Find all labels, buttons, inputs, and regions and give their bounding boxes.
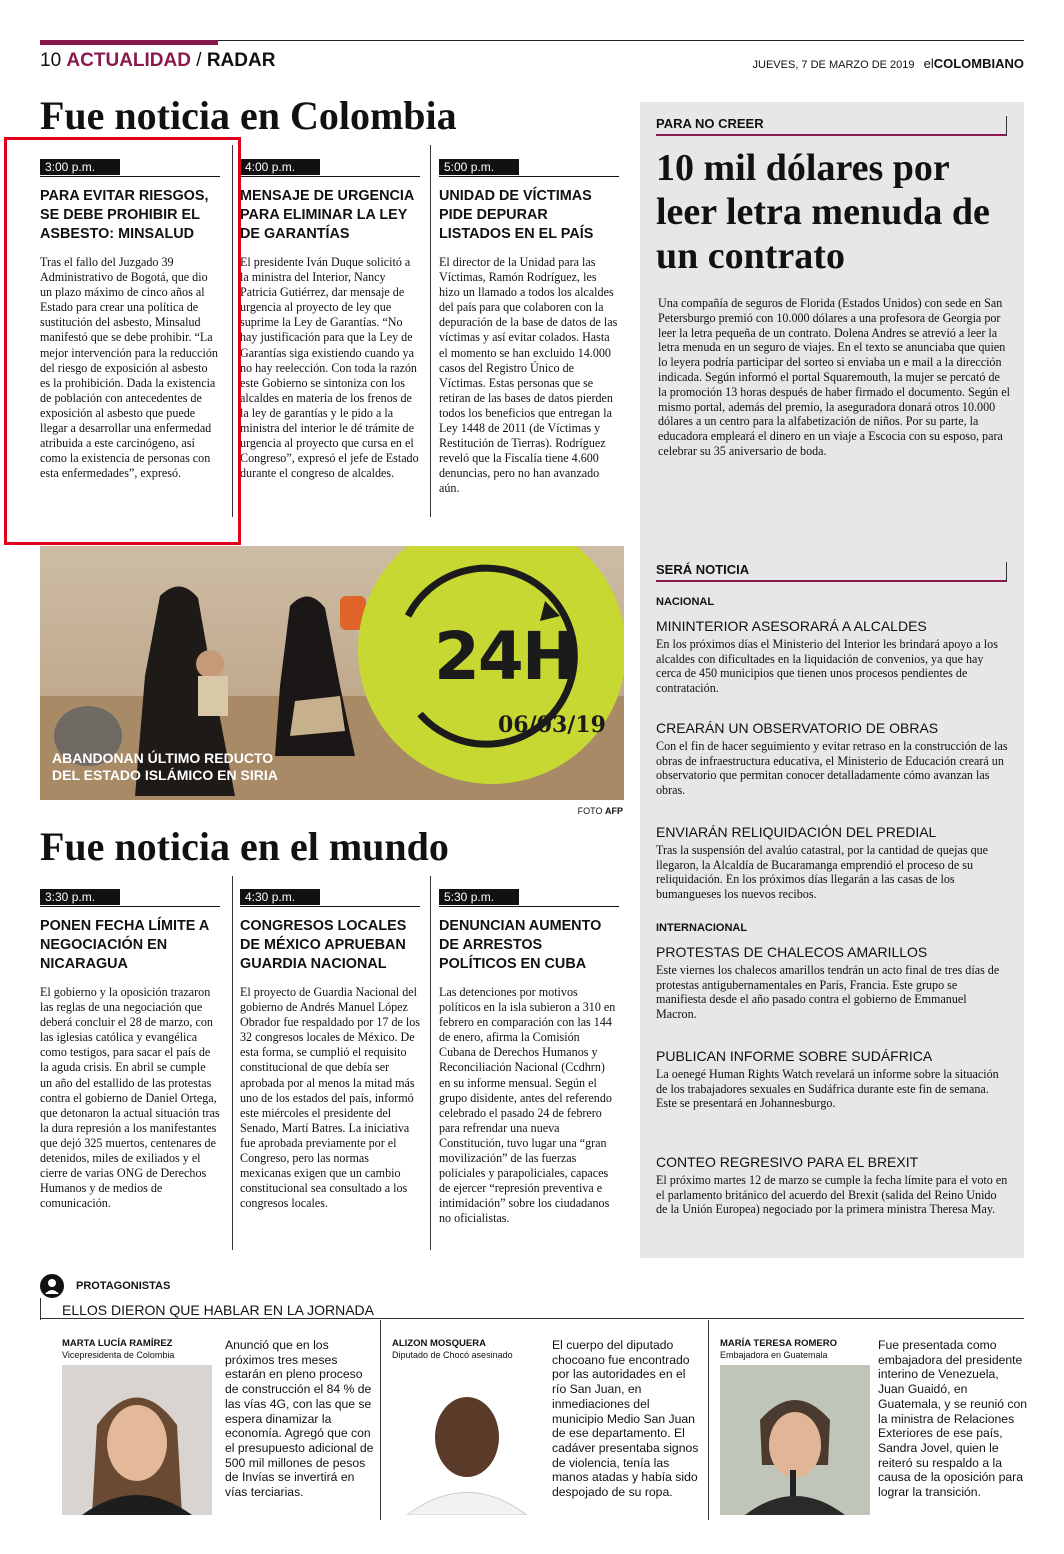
mundo-story-1 <box>40 888 220 1211</box>
caption-line-1: ABANDONAN ÚLTIMO REDUCTO <box>52 750 274 766</box>
nacional-item-2 <box>656 720 1008 797</box>
mundo-story-3 <box>439 888 619 1227</box>
badge-24h: 24H <box>434 618 576 695</box>
story-time: 3:30 p.m. <box>40 889 120 905</box>
brand-name: COLOMBIANO <box>933 56 1024 71</box>
column-divider <box>430 876 431 1250</box>
newspaper-brand <box>924 56 1024 71</box>
person-role: Diputado de Chocó asesinado <box>392 1350 513 1360</box>
section-header <box>40 50 275 72</box>
para-no-creer-body: Una compañía de seguros de Florida (Estados Unidos) con sede en San Petersburgo premió con 10.000 dólares a una profesora de Georgia por leer la letra pequeña de un contrato. Dolena Andres se atrevió a leer la letra menuda en un seguro de viajes. En el texto se anunciaba que quien lo leyera podría participar del sorteo si enviaba un e mail a la dirección indicada. Según informó el portal Squaremouth, la mujer se percató de la promoción 13 horas después de haber firmado el documento. Según el mismo portal, además del premio, la aseguradora donará otros 10.000 dólares a un centro para la alfabetización de niños. Por su parte, la educadora empleará el dinero en un viaje a Escocia con su esposo, para celebrar su 35 aniversario de boda. <box>658 296 1010 458</box>
story-body: El director de la Unidad para las Víctimas, Ramón Rodríguez, les hizo un llamado a todos los alcaldes del país para que colaboren con la depuración de la base de datos de las víctimas y así evitar colados. Hasta el momento se han excluido 14.000 casos del Registro Único de Víctimas. Estas personas que se retiran de las bases de datos pierden todos los beneficios que entregan la Ley 1448 de 2011 (de Víctimas y Restitución de Tierras). Rodríguez reveló que la Fiscalía tiene 4.600 denuncias, pero no han avanzado aún. <box>439 255 618 496</box>
item-title: CONTEO REGRESIVO PARA EL BREXIT <box>656 1154 919 1170</box>
news-photo <box>40 546 624 800</box>
nacional-item-3 <box>656 824 1008 901</box>
kicker-tick <box>1006 562 1007 582</box>
story-body: El gobierno y la oposición trazaron las reglas de una negociación que deberá concluir el 28 de marzo, con las iglesias católica y evangélica como testigos, para sacar el país de la aguda crisis. En abril se cumple un año del estallido de las protestas contra el gobierno de Daniel Ortega, que detonaron la actual situación tras la dura represión a los manifestantes que dejó 325 muertos, centenares de detenidos, miles de exiliados y el cierre de varias ONG de Derechos Humanos y de medios de comunicación. <box>40 985 220 1211</box>
internacional-item-3 <box>656 1154 1008 1217</box>
nacional-item-1 <box>656 618 1008 695</box>
story-body: El presidente Iván Duque solicitó a la ministra del Interior, Nancy Patricia Gutiérrez, dar mensaje de urgencia al proyecto de ley que suprime la Ley de Garantías. “No hay justificación para que la Ley de Garantías siga existiendo cuando ya no hay reelección. Con toda la razón este Gobierno se sintoniza con los alcaldes en materia de los frenos de la ley de garantías y le pido a la ministra del interior le dé trámite de urgencia al proyecto que cursa en el Congreso”, expresó el jefe de Estado durante el congreso de alcaldes. <box>240 255 419 481</box>
item-body: Tras la suspensión del avalúo catastral, por la cantidad de quejas que llegaron, la Alcaldía de Bucaramanga emprendió el proceso de su reliquidación. En los próximos días llegarán a las casas de los bumangueses los nuevos recibos. <box>656 843 989 901</box>
person-photo <box>392 1365 542 1515</box>
section-accent-bar <box>40 40 218 45</box>
person-text: Fue presentada como embajadora del presidente interino de Venezuela, Juan Guaidó, en Guatemala, y se reunió con la ministra de Relaciones Exteriores de ese país, Sandra Jovel, quien le reiteró su respaldo a la causa de la oposición para lograr la transición. <box>878 1338 1028 1500</box>
highlight-box <box>4 137 241 545</box>
story-time: 4:30 p.m. <box>240 889 320 905</box>
story-title: PONEN FECHA LÍMITE A NEGOCIACIÓN EN NICARAGUA <box>40 918 209 972</box>
protagonistas-subtitle: ELLOS DIERON QUE HABLAR EN LA JORNADA <box>62 1302 374 1318</box>
protagonistas-rule <box>40 1318 1024 1319</box>
nacional-label: NACIONAL <box>656 596 715 608</box>
page-number: 10 <box>40 50 62 71</box>
issue-date: JUEVES, 7 DE MARZO DE 2019 <box>752 59 915 71</box>
brand-prefix: el <box>923 56 934 71</box>
kicker-underline <box>656 134 1006 136</box>
person-photo <box>62 1365 212 1515</box>
radar-sidebar <box>640 102 1024 1258</box>
internacional-item-2 <box>656 1048 1008 1111</box>
person-text: Anunció que en los próximos tres meses estarán en pleno proceso de construcción el 84 % de las vías 4G, con las que se espera dinamizar la economía. Agregó que con el presupuesto adicional de 500 mil millones de pesos de Invías se invertirá en vías terciarias. <box>225 1338 374 1500</box>
kicker-underline <box>656 580 1006 582</box>
caption-line-2: DEL ESTADO ISLÁMICO EN SIRIA <box>52 767 278 783</box>
item-body: El próximo martes 12 de marzo se cumple la fecha límite para el voto en el parlamento británico del acuerdo del Brexit (salida del Reino Unido de la Unión Europea) negociado por la primera ministra Theresa May. <box>656 1173 1008 1217</box>
story-title: MENSAJE DE URGENCIA PARA ELIMINAR LA LEY DE GARANTÍAS <box>240 188 414 242</box>
para-no-creer-kicker: PARA NO CREER <box>656 116 764 131</box>
item-body: Este viernes los chalecos amarillos tendrán un acto final de tres días de protestas antigubernamentales en París, Francia. Este grupo se manifiesta desde el año pasado contra el gobierno de Emmanuel Macron. <box>656 963 1000 1021</box>
item-title: CREARÁN UN OBSERVATORIO DE OBRAS <box>656 720 939 736</box>
mundo-story-2 <box>240 888 420 1211</box>
column-divider <box>708 1320 709 1520</box>
para-no-creer-title: 10 mil dólares por leer letra menuda de un contrato <box>656 147 990 277</box>
column-divider <box>232 876 233 1250</box>
colombia-story-3 <box>439 158 619 497</box>
story-time: 3:00 p.m. <box>40 159 120 175</box>
column-divider <box>380 1320 381 1520</box>
internacional-label: INTERNACIONAL <box>656 922 748 934</box>
story-time: 4:00 p.m. <box>240 159 320 175</box>
time-bar <box>439 888 619 907</box>
item-body: La oenegé Human Rights Watch revelará un informe sobre la situación de los trabajadores sexuales en Sudáfrica durante este fin de semana. Este se presentará en Johannesburgo. <box>656 1067 999 1111</box>
person-photo <box>720 1365 870 1515</box>
protagonistas-tick <box>40 1298 41 1320</box>
story-title: CONGRESOS LOCALES DE MÉXICO APRUEBAN GUARDIA NACIONAL <box>240 918 407 972</box>
item-title: PROTESTAS DE CHALECOS AMARILLOS <box>656 944 928 960</box>
item-title: PUBLICAN INFORME SOBRE SUDÁFRICA <box>656 1048 933 1064</box>
colombia-story-2 <box>240 158 420 481</box>
time-bar <box>240 158 420 177</box>
credit-agency: AFP <box>605 806 623 816</box>
section-separator: / <box>196 50 202 71</box>
person-name: ALIZON MOSQUERA <box>392 1338 486 1349</box>
section-name: ACTUALIDAD <box>66 50 191 71</box>
column-divider <box>430 145 431 517</box>
photo-caption <box>52 750 278 784</box>
badge-date: 06/03/19 <box>498 712 606 738</box>
time-bar <box>40 888 220 907</box>
story-title: UNIDAD DE VÍCTIMAS PIDE DEPURAR LISTADOS EN EL PAÍS <box>439 188 594 242</box>
credit-prefix: FOTO <box>577 806 603 816</box>
story-body: Las detenciones por motivos políticos en la isla subieron a 310 en febrero en comparación con las 144 de enero, afirma la Comisión Cubana de Derechos Humanos y Reconciliación Nacional (Ccdhrn) en su informe mensual. Según el grupo disidente, antes del referendo celebrado el pasado 24 de febrero para refrendar una nueva Constitución, tuvo lugar una “gran movilización” de las fuerzas policiales y parapoliciales, capaces de ejercer “represión preventiva e intimidación” sobre los ciudadanos no oficialistas. <box>439 985 616 1226</box>
person-icon <box>40 1274 64 1298</box>
subsection-name: RADAR <box>206 50 276 71</box>
item-body: Con el fin de hacer seguimiento y evitar retraso en la construcción de las obras de infraestructura educativa, el Ministerio de Educación creará un observatorio que permitan conocer detalladamente cómo avanzan las obras. <box>656 739 1008 797</box>
kicker-tick <box>1006 116 1007 136</box>
time-bar <box>240 888 420 907</box>
person-name: MARTA LUCÍA RAMÍREZ <box>62 1338 173 1349</box>
time-bar <box>439 158 619 177</box>
sera-noticia-kicker: SERÁ NOTICIA <box>656 562 750 577</box>
item-body: En los próximos días el Ministerio del Interior les brindará apoyo a los alcaldes con dificultades en la liquidación de convenios, ya que hay cerca de 450 municipios que tienen unos procesos pendientes de contratación. <box>656 637 998 695</box>
story-time: 5:30 p.m. <box>439 889 519 905</box>
person-role: Embajadora en Guatemala <box>720 1350 828 1360</box>
internacional-item-1 <box>656 944 1008 1021</box>
photo-credit <box>578 806 623 816</box>
protagonistas-kicker: PROTAGONISTAS <box>76 1280 171 1292</box>
person-role: Vicepresidenta de Colombia <box>62 1350 175 1360</box>
item-title: MININTERIOR ASESORARÁ A ALCALDES <box>656 618 927 634</box>
colombia-heading: Fue noticia en Colombia <box>40 93 457 138</box>
story-time: 5:00 p.m. <box>439 159 519 175</box>
person-text: El cuerpo del diputado chocoano fue encontrado por las autoridades en el río San Juan, en inmediaciones del municipio Medio San Juan de ese departamento. El cadáver presentaba signos de violencia, tenía las manos atadas y había sido despojado de su ropa. <box>552 1338 699 1500</box>
story-title: PARA EVITAR RIESGOS, SE DEBE PROHIBIR EL ASBESTO: MINSALUD <box>40 188 209 242</box>
story-title: DENUNCIAN AUMENTO DE ARRESTOS POLÍTICOS EN CUBA <box>439 918 602 972</box>
person-name: MARÍA TERESA ROMERO <box>720 1338 837 1349</box>
item-title: ENVIARÁN RELIQUIDACIÓN DEL PREDIAL <box>656 824 937 840</box>
story-body: Tras el fallo del Juzgado 39 Administrativo de Bogotá, que dio un plazo máximo de cinco años al Estado para crear una política de sustitución del asbesto, Minsalud manifestó que se debe prohibir. “La mejor intervención para la reducción del riesgo de exposición al asbesto es la prohibición. Dada la existencia de población con antecedentes de exposición al asbesto que puede llegar a desarrollar una enfermedad atribuida a este carcinógeno, así como la existencia de personas con esta enfermedades”, expresó. <box>40 255 218 481</box>
masthead <box>753 56 1024 71</box>
story-body: El proyecto de Guardia Nacional del gobierno de Andrés Manuel López Obrador fue respaldado por 17 de los 32 congresos locales de México. De esta forma, se cumplió el requisito constitucional de que debía ser aprobada por al menos la mitad más uno de los estados del país, informó este miércoles el presidente del Senado, Martí Batres. La iniciativa fue aprobada previamente por el Congreso, pero las normas mexicanas exigen que un cambio constitucional sea consultado a los congresos locales. <box>240 985 421 1211</box>
mundo-heading: Fue noticia en el mundo <box>40 824 449 869</box>
